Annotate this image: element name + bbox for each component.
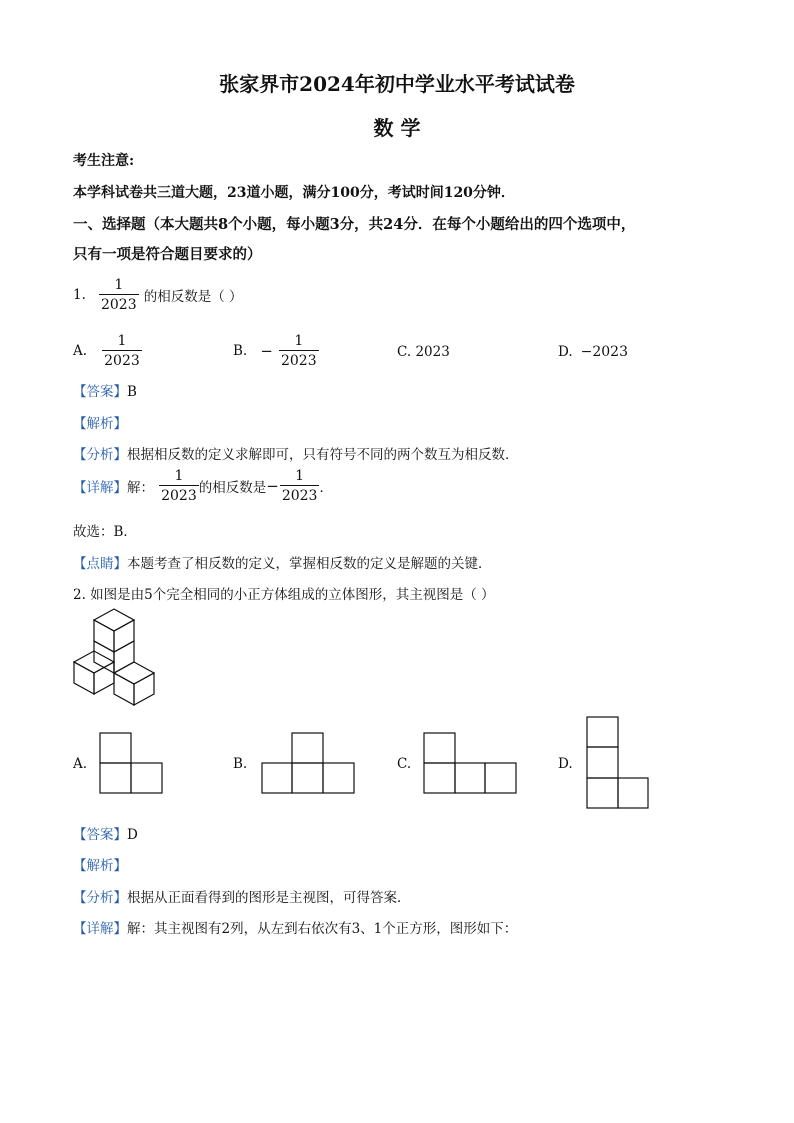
q1-number: 1. — [73, 287, 86, 303]
section1-line2: 只有一项是符合题目要求的） — [73, 246, 262, 263]
q1-option-d: D. −2023 — [558, 344, 628, 360]
q2-option-c-figure — [423, 732, 518, 794]
q1-xiangjie: 【详解】解： $\frac{1}{2023}$ 的相反数是− $\frac{1}{2023}$ ． — [73, 468, 333, 504]
q2-option-c-label: C. — [397, 756, 412, 772]
q1-stem-text: 的相反数是（ ） — [143, 289, 243, 305]
q2-option-b-figure — [261, 732, 356, 794]
q1-option-a: A. $\frac{1}{2023}$ — [73, 333, 140, 369]
exam-title: 张家界市2024年初中学业水平考试试卷 — [219, 72, 575, 96]
q1-stem — [73, 278, 243, 312]
q2-option-b-label: B. — [233, 756, 248, 772]
q1-answer: 【答案】B — [73, 384, 137, 400]
q2-option-a-figure — [99, 732, 163, 794]
q2-xiangjie: 【详解】解：其主视图有2列，从左到右依次有3、1个正方形，图形如下： — [73, 921, 518, 937]
q1-fraction: $\frac{1}{2023}$ — [100, 277, 137, 313]
notice-text: 本学科试卷共三道大题，23道小题，满分100分，考试时间120分钟． — [73, 185, 515, 201]
notice-heading: 考生注意: — [73, 153, 135, 169]
q1-option-c: C. 2023 — [397, 344, 450, 360]
q2-answer: 【答案】D — [73, 827, 138, 843]
q1-option-b: B. − $\frac{1}{2023}$ — [233, 333, 317, 369]
q2-cube-figure — [70, 606, 160, 708]
q2-analysis-tag: 【解析】 — [73, 858, 127, 874]
subject-title: 数 学 — [373, 116, 421, 140]
q2-option-a-label: A. — [73, 756, 88, 772]
q2-stem: 2. 如图是由5个完全相同的小正方体组成的立体图形，其主视图是（ ） — [73, 587, 495, 603]
section1-line1: 一、选择题（本大题共8个小题，每小题3分，共24分．在每个小题给出的四个选项中， — [73, 216, 636, 233]
q1-dianjing: 【点睛】本题考查了相反数的定义，掌握相反数的定义是解题的关键． — [73, 556, 492, 572]
q1-guxuan: 故选：B． — [73, 524, 137, 540]
q1-analysis-tag: 【解析】 — [73, 416, 127, 432]
q2-fenxi: 【分析】根据从正面看得到的图形是主视图，可得答案． — [73, 890, 411, 906]
q2-option-d-label: D. — [558, 756, 573, 772]
q1-fenxi: 【分析】根据相反数的定义求解即可，只有符号不同的两个数互为相反数． — [73, 447, 519, 463]
q2-option-d-figure — [586, 716, 650, 810]
